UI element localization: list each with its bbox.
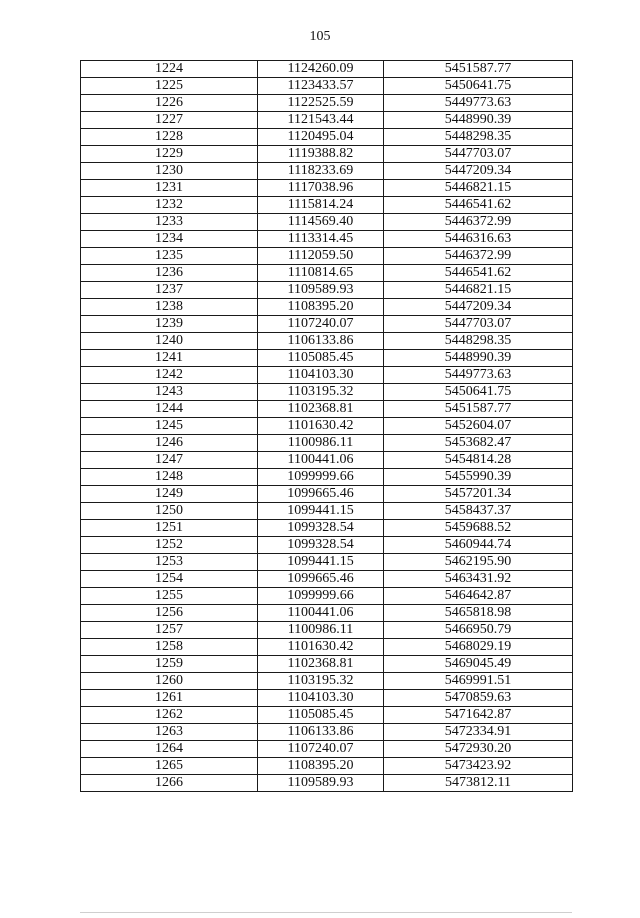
x-coordinate-cell: 1105085.45 xyxy=(258,350,384,367)
x-coordinate-cell: 1124260.09 xyxy=(258,61,384,78)
point-number-cell: 1236 xyxy=(81,265,258,282)
table-row xyxy=(81,673,573,690)
point-number-cell: 1258 xyxy=(81,639,258,656)
point-number-cell: 1228 xyxy=(81,129,258,146)
x-coordinate-cell: 1100986.11 xyxy=(258,622,384,639)
x-coordinate-cell: 1099999.66 xyxy=(258,588,384,605)
point-number-cell: 1255 xyxy=(81,588,258,605)
y-coordinate-cell: 5451587.77 xyxy=(384,401,573,418)
x-coordinate-cell: 1112059.50 xyxy=(258,248,384,265)
y-coordinate-cell: 5465818.98 xyxy=(384,605,573,622)
point-number-cell: 1245 xyxy=(81,418,258,435)
page-number: 105 xyxy=(309,29,331,44)
point-number-cell: 1251 xyxy=(81,520,258,537)
table-row xyxy=(81,571,573,588)
table-row xyxy=(81,316,573,333)
y-coordinate-cell: 5446821.15 xyxy=(384,282,573,299)
point-number-cell: 1238 xyxy=(81,299,258,316)
x-coordinate-cell: 1102368.81 xyxy=(258,656,384,673)
point-number-cell: 1224 xyxy=(81,61,258,78)
table-row xyxy=(81,231,573,248)
table-row xyxy=(81,537,573,554)
x-coordinate-cell: 1099441.15 xyxy=(258,503,384,520)
x-coordinate-cell: 1106133.86 xyxy=(258,333,384,350)
x-coordinate-cell: 1122525.59 xyxy=(258,95,384,112)
y-coordinate-cell: 5473423.92 xyxy=(384,758,573,775)
y-coordinate-cell: 5451587.77 xyxy=(384,61,573,78)
x-coordinate-cell: 1114569.40 xyxy=(258,214,384,231)
y-coordinate-cell: 5458437.37 xyxy=(384,503,573,520)
x-coordinate-cell: 1108395.20 xyxy=(258,758,384,775)
y-coordinate-cell: 5446821.15 xyxy=(384,180,573,197)
y-coordinate-cell: 5448298.35 xyxy=(384,129,573,146)
table-row xyxy=(81,775,573,792)
y-coordinate-cell: 5447703.07 xyxy=(384,146,573,163)
coordinate-table xyxy=(80,60,573,792)
y-coordinate-cell: 5470859.63 xyxy=(384,690,573,707)
table-row xyxy=(81,78,573,95)
x-coordinate-cell: 1105085.45 xyxy=(258,707,384,724)
x-coordinate-cell: 1109589.93 xyxy=(258,282,384,299)
y-coordinate-cell: 5446541.62 xyxy=(384,197,573,214)
x-coordinate-cell: 1100441.06 xyxy=(258,605,384,622)
y-coordinate-cell: 5466950.79 xyxy=(384,622,573,639)
table-row xyxy=(81,622,573,639)
point-number-cell: 1241 xyxy=(81,350,258,367)
y-coordinate-cell: 5447703.07 xyxy=(384,316,573,333)
x-coordinate-cell: 1119388.82 xyxy=(258,146,384,163)
x-coordinate-cell: 1118233.69 xyxy=(258,163,384,180)
table-row xyxy=(81,333,573,350)
point-number-cell: 1250 xyxy=(81,503,258,520)
table-row xyxy=(81,367,573,384)
table-row xyxy=(81,639,573,656)
x-coordinate-cell: 1117038.96 xyxy=(258,180,384,197)
x-coordinate-cell: 1121543.44 xyxy=(258,112,384,129)
point-number-cell: 1229 xyxy=(81,146,258,163)
table-row xyxy=(81,605,573,622)
table-row xyxy=(81,282,573,299)
table-row xyxy=(81,724,573,741)
y-coordinate-cell: 5471642.87 xyxy=(384,707,573,724)
x-coordinate-cell: 1104103.30 xyxy=(258,690,384,707)
x-coordinate-cell: 1099999.66 xyxy=(258,469,384,486)
x-coordinate-cell: 1113314.45 xyxy=(258,231,384,248)
table-row xyxy=(81,469,573,486)
y-coordinate-cell: 5447209.34 xyxy=(384,163,573,180)
y-coordinate-cell: 5464642.87 xyxy=(384,588,573,605)
y-coordinate-cell: 5472930.20 xyxy=(384,741,573,758)
table-row xyxy=(81,741,573,758)
point-number-cell: 1257 xyxy=(81,622,258,639)
y-coordinate-cell: 5460944.74 xyxy=(384,537,573,554)
table-row xyxy=(81,248,573,265)
table-row xyxy=(81,486,573,503)
point-number-cell: 1265 xyxy=(81,758,258,775)
point-number-cell: 1243 xyxy=(81,384,258,401)
y-coordinate-cell: 5457201.34 xyxy=(384,486,573,503)
point-number-cell: 1237 xyxy=(81,282,258,299)
point-number-cell: 1252 xyxy=(81,537,258,554)
table-row xyxy=(81,299,573,316)
x-coordinate-cell: 1108395.20 xyxy=(258,299,384,316)
table-row xyxy=(81,384,573,401)
table-row xyxy=(81,112,573,129)
point-number-cell: 1227 xyxy=(81,112,258,129)
table-row xyxy=(81,180,573,197)
y-coordinate-cell: 5469991.51 xyxy=(384,673,573,690)
x-coordinate-cell: 1106133.86 xyxy=(258,724,384,741)
y-coordinate-cell: 5449773.63 xyxy=(384,367,573,384)
x-coordinate-cell: 1100441.06 xyxy=(258,452,384,469)
y-coordinate-cell: 5447209.34 xyxy=(384,299,573,316)
y-coordinate-cell: 5448298.35 xyxy=(384,333,573,350)
x-coordinate-cell: 1103195.32 xyxy=(258,384,384,401)
x-coordinate-cell: 1102368.81 xyxy=(258,401,384,418)
x-coordinate-cell: 1107240.07 xyxy=(258,316,384,333)
table-row xyxy=(81,401,573,418)
y-coordinate-cell: 5448990.39 xyxy=(384,112,573,129)
point-number-cell: 1242 xyxy=(81,367,258,384)
point-number-cell: 1259 xyxy=(81,656,258,673)
point-number-cell: 1226 xyxy=(81,95,258,112)
y-coordinate-cell: 5446541.62 xyxy=(384,265,573,282)
x-coordinate-cell: 1109589.93 xyxy=(258,775,384,792)
point-number-cell: 1247 xyxy=(81,452,258,469)
table-row xyxy=(81,265,573,282)
table-row xyxy=(81,435,573,452)
point-number-cell: 1264 xyxy=(81,741,258,758)
point-number-cell: 1246 xyxy=(81,435,258,452)
table-row xyxy=(81,690,573,707)
table-row xyxy=(81,588,573,605)
point-number-cell: 1240 xyxy=(81,333,258,350)
y-coordinate-cell: 5469045.49 xyxy=(384,656,573,673)
point-number-cell: 1232 xyxy=(81,197,258,214)
point-number-cell: 1249 xyxy=(81,486,258,503)
table-row xyxy=(81,95,573,112)
table-row xyxy=(81,61,573,78)
table-row xyxy=(81,503,573,520)
y-coordinate-cell: 5473812.11 xyxy=(384,775,573,792)
y-coordinate-cell: 5449773.63 xyxy=(384,95,573,112)
x-coordinate-cell: 1100986.11 xyxy=(258,435,384,452)
point-number-cell: 1256 xyxy=(81,605,258,622)
table-row xyxy=(81,350,573,367)
x-coordinate-cell: 1099665.46 xyxy=(258,486,384,503)
point-number-cell: 1233 xyxy=(81,214,258,231)
table-body xyxy=(81,61,573,792)
point-number-cell: 1231 xyxy=(81,180,258,197)
y-coordinate-cell: 5472334.91 xyxy=(384,724,573,741)
y-coordinate-cell: 5454814.28 xyxy=(384,452,573,469)
y-coordinate-cell: 5446372.99 xyxy=(384,248,573,265)
table-row xyxy=(81,520,573,537)
point-number-cell: 1254 xyxy=(81,571,258,588)
x-coordinate-cell: 1103195.32 xyxy=(258,673,384,690)
x-coordinate-cell: 1099665.46 xyxy=(258,571,384,588)
x-coordinate-cell: 1120495.04 xyxy=(258,129,384,146)
table-row xyxy=(81,197,573,214)
y-coordinate-cell: 5459688.52 xyxy=(384,520,573,537)
point-number-cell: 1262 xyxy=(81,707,258,724)
point-number-cell: 1234 xyxy=(81,231,258,248)
table-row xyxy=(81,146,573,163)
table-row xyxy=(81,758,573,775)
point-number-cell: 1230 xyxy=(81,163,258,180)
x-coordinate-cell: 1099328.54 xyxy=(258,537,384,554)
x-coordinate-cell: 1099441.15 xyxy=(258,554,384,571)
point-number-cell: 1248 xyxy=(81,469,258,486)
y-coordinate-cell: 5452604.07 xyxy=(384,418,573,435)
point-number-cell: 1244 xyxy=(81,401,258,418)
point-number-cell: 1235 xyxy=(81,248,258,265)
point-number-cell: 1239 xyxy=(81,316,258,333)
x-coordinate-cell: 1110814.65 xyxy=(258,265,384,282)
x-coordinate-cell: 1101630.42 xyxy=(258,418,384,435)
y-coordinate-cell: 5463431.92 xyxy=(384,571,573,588)
point-number-cell: 1261 xyxy=(81,690,258,707)
table-row xyxy=(81,707,573,724)
y-coordinate-cell: 5450641.75 xyxy=(384,78,573,95)
x-coordinate-cell: 1101630.42 xyxy=(258,639,384,656)
x-coordinate-cell: 1115814.24 xyxy=(258,197,384,214)
x-coordinate-cell: 1099328.54 xyxy=(258,520,384,537)
table-row xyxy=(81,656,573,673)
y-coordinate-cell: 5446316.63 xyxy=(384,231,573,248)
table-row xyxy=(81,129,573,146)
table-row xyxy=(81,163,573,180)
page-bottom-rule xyxy=(80,912,572,913)
y-coordinate-cell: 5462195.90 xyxy=(384,554,573,571)
y-coordinate-cell: 5448990.39 xyxy=(384,350,573,367)
y-coordinate-cell: 5450641.75 xyxy=(384,384,573,401)
y-coordinate-cell: 5468029.19 xyxy=(384,639,573,656)
point-number-cell: 1260 xyxy=(81,673,258,690)
x-coordinate-cell: 1107240.07 xyxy=(258,741,384,758)
table-row xyxy=(81,418,573,435)
y-coordinate-cell: 5455990.39 xyxy=(384,469,573,486)
y-coordinate-cell: 5453682.47 xyxy=(384,435,573,452)
table-row xyxy=(81,452,573,469)
y-coordinate-cell: 5446372.99 xyxy=(384,214,573,231)
x-coordinate-cell: 1104103.30 xyxy=(258,367,384,384)
table-row xyxy=(81,214,573,231)
point-number-cell: 1253 xyxy=(81,554,258,571)
table-row xyxy=(81,554,573,571)
point-number-cell: 1225 xyxy=(81,78,258,95)
point-number-cell: 1266 xyxy=(81,775,258,792)
x-coordinate-cell: 1123433.57 xyxy=(258,78,384,95)
point-number-cell: 1263 xyxy=(81,724,258,741)
